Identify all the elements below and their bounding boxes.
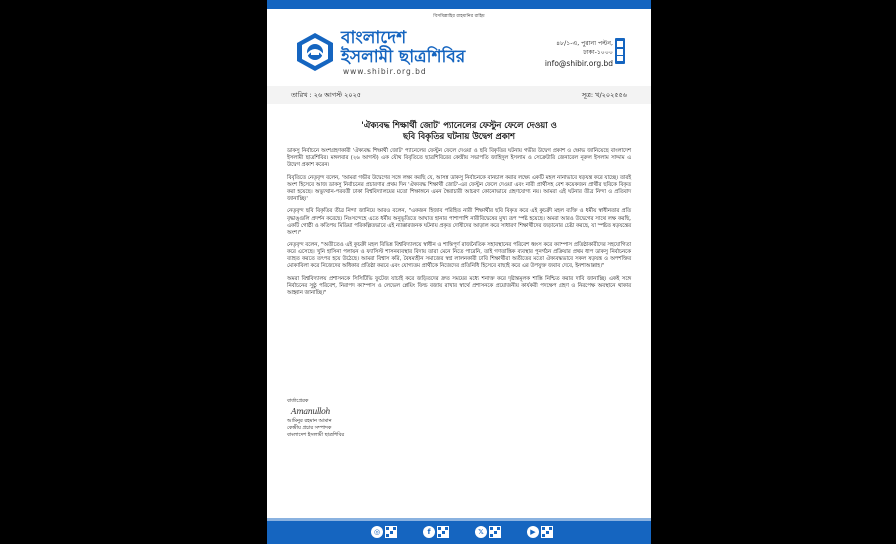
signature-scribble: Amanulloh <box>291 407 331 416</box>
email-link[interactable]: info@shibir.org.bd <box>544 59 613 68</box>
address-line2: ঢাকা-১০০০ <box>583 49 613 56</box>
press-release-title <box>307 120 611 142</box>
title-line1: 'ঐক্যবদ্ধ শিক্ষার্থী জোট' প্যানেলের ফেস্টুন ফেলে দেওয়া ও <box>361 120 557 130</box>
x-icon: 𝕏 <box>475 526 487 538</box>
instagram-icon: ◎ <box>371 526 383 538</box>
address-block <box>545 39 613 68</box>
sender-label: বার্তাপ্রেরক <box>287 398 309 404</box>
body-text <box>287 148 631 303</box>
paragraph: নেতৃবৃন্দ ছবি বিকৃতির তীব্র নিন্দা জানিয়ে আরও বলেন, "একজন হিজাব পরিহিত নারী শিক্ষার্থীর ছবি বিকৃত করে এই কুচক্রী মহল ব্যক্তি ও ধর্মীয় স্বাধীনতার প্রতি বৃদ্ধাঙ্গুলি প্রদর্শন করেছে। নিঃসন্দেহে এতে ধর্মীয় অনুভূতিতে আঘাত হানার পাশাপাশি নারীবিদ্বেষের মুখ্য রূপ স্পষ্ট হয়েছে। অমরা আরও উদ্বেগের সাথে লক্ষ করছি, একটি গোষ্ঠী ও কতিপয় মিডিয়া পরিকল্পিতভাবে এই ন্যাক্কারজনক ঘটনায় প্রকৃত দোষীদের আড়াল করে সাধারণ শিক্ষার্থীদের জড়ানোর চেষ্টা করছে, যা স্পষ্টত ষড়যন্ত্রের অংশ।" <box>287 208 631 236</box>
footer-stripe <box>267 518 651 521</box>
qr-code-icon <box>615 38 625 64</box>
qr-code-icon <box>437 526 449 538</box>
top-color-strip <box>267 0 651 9</box>
date-text: তারিখ : ২৬ আগস্ট ২০২৫ <box>291 91 362 99</box>
youtube-icon: ▶ <box>527 526 539 538</box>
paragraph: নেতৃবৃন্দ বলেন, "অতীতেও এই কুচক্রী মহল বিভিন্ন বিশ্ববিদ্যালয়ে স্বাধীন ও শান্তিপূর্ণ রাজনৈতিক সহাবস্থানের পরিবেশ ধ্বংস করে ক্যাম্পাস প্রতিষ্ঠাকারীদের সহযোগিতা করে এসেছে। খুনি হাসিনা পলায়ন ও ফ্যাসিস্ট শাসনব্যবস্থার বিদায় তারা মেনে নিতে পারেনি, তাই গণতান্ত্রিক ব্যবস্থার পুনর্গঠন প্রক্রিয়ার প্রথম ধাপ ডাকসু নির্বাচনকে ব্যাহত করতে তৎপর হয়ে উঠেছে। আমরা বিশ্বাস করি, বৈষম্যহীন সমাজের স্বপ্ন লালনকারী ঢাবি শিক্ষার্থীরা অতীতের মতো ঐক্যবদ্ধভাবে সকল ষড়যন্ত্র ও অপশক্তির মোকাবিলা করে নিজেদের অধিকার প্রতিষ্ঠা করবে এবং যোগ্যতম প্রার্থীকে নিজেদের প্রতিনিধি হিসেবে বাছাই করে এর উপযুক্ত জবাব দেবে, ইনশাআল্লাহ।" <box>287 242 631 270</box>
brand-block <box>341 29 465 76</box>
website-link[interactable]: www.shibir.org.bd <box>343 67 427 76</box>
bismillah-text: বিসমিল্লাহির রাহমানির রাহিম <box>433 14 485 19</box>
paragraph: ডাকসু নির্বাচনে অংশগ্রহণকারী 'ঐক্যবদ্ধ শিক্ষার্থী জোট' প্যানেলের ফেস্টুন ফেলে দেওয়া ও ছবি বিকৃতির ঘটনায় গভীর উদ্বেগ প্রকাশ ও ক্ষোভ জানিয়েছে বাংলাদেশ ইসলামী ছাত্রশিবির। মঙ্গলবার (২৬ আগস্ট) এক যৌথ বিবৃতিতে ছাত্রশিবিরের কেন্দ্রীয় সভাপতি জাহিদুল ইসলাম ও সেক্রেটারি জেনারেল নূরুল ইসলাম সাদ্দাম এ উদ্বেগ প্রকাশ করেন। <box>287 148 631 169</box>
sender-designation: কেন্দ্রীয় প্রচার সম্পাদক <box>287 425 332 431</box>
facebook-icon: f <box>423 526 435 538</box>
sender-org: বাংলাদেশ ইসলামী ছাত্রশিবির <box>287 432 345 438</box>
shibir-logo-icon <box>293 31 337 73</box>
footer-bar <box>267 518 651 544</box>
sender-name: আমিনুর রহমান আমান <box>287 418 332 424</box>
signature-block <box>287 398 344 439</box>
press-release-page <box>267 0 651 544</box>
qr-code-icon <box>541 526 553 538</box>
paragraph: বিবৃতিতে নেতৃবৃন্দ বলেন, 'আমরা গভীর উদ্বেগের সঙ্গে লক্ষ্য করছি যে, আসন্ন ডাকসু নির্বাচনকে বানচাল করার লক্ষ্যে একটি মহল নানাভাবে ষড়যন্ত্র করে যাচ্ছে। তারই অংশ হিসেবে আজ ডাকসু নির্বাচনের প্রচারণার প্রথম দিন 'ঐক্যবদ্ধ শিক্ষার্থী জোট'-এর ফেস্টুন ফেলে দেওয়া এবং নারী প্রার্থীসহ বেশ কয়েকজন প্রার্থীর ছবিকে বিকৃত করা হয়েছে। অভ্যুত্থান-পরবর্তী ঢাকা বিশ্ববিদ্যালয়ের মতো শিক্ষাঙ্গনে এমন স্বৈরাচারী আচরণ কোনোভাবে গ্রহণযোগ্য নয়। আমরা এই ঘটনার তীব্র নিন্দা ও প্রতিবাদ জানাচ্ছি।' <box>287 174 631 202</box>
org-name-line2: ইসলামী ছাত্রশিবির <box>341 47 466 67</box>
org-name-line1: বাংলাদেশ <box>341 28 407 48</box>
qr-code-icon <box>385 526 397 538</box>
qr-code-icon <box>489 526 501 538</box>
reference-text: সূত্র: খ/২০২৫৫৬ <box>581 91 627 99</box>
paragraph: অমরা বিশ্ববিদ্যালয় প্রশাসনকে সিসিটিভি ফুটেজ যাচাই করে জড়িতদের দ্রুত সময়ের মধ্যে শনাক্ত করে দৃষ্টান্তমূলক শাস্তি নিশ্চিত করার দাবি জানাচ্ছি। একই সঙ্গে নির্বাচনের সুষ্ঠু পরিবেশ, নিরাপদ ক্যাম্পাস ও লেভেল প্লেয়িং ফিল্ড বজায় রাখার স্বার্থে প্রশাসনকে প্রয়োজনীয় কার্যকরী পদক্ষেপ গ্রহণ ও নিরপেক্ষ অবস্থানে থাকার আহ্বান জানাচ্ছি।" <box>287 275 631 297</box>
address-line1: ৪৮/১-এ, পুরানা পল্টন, <box>556 40 613 47</box>
title-line2: ছবি বিকৃতির ঘটনায় উদ্বেগ প্রকাশ <box>403 131 515 141</box>
